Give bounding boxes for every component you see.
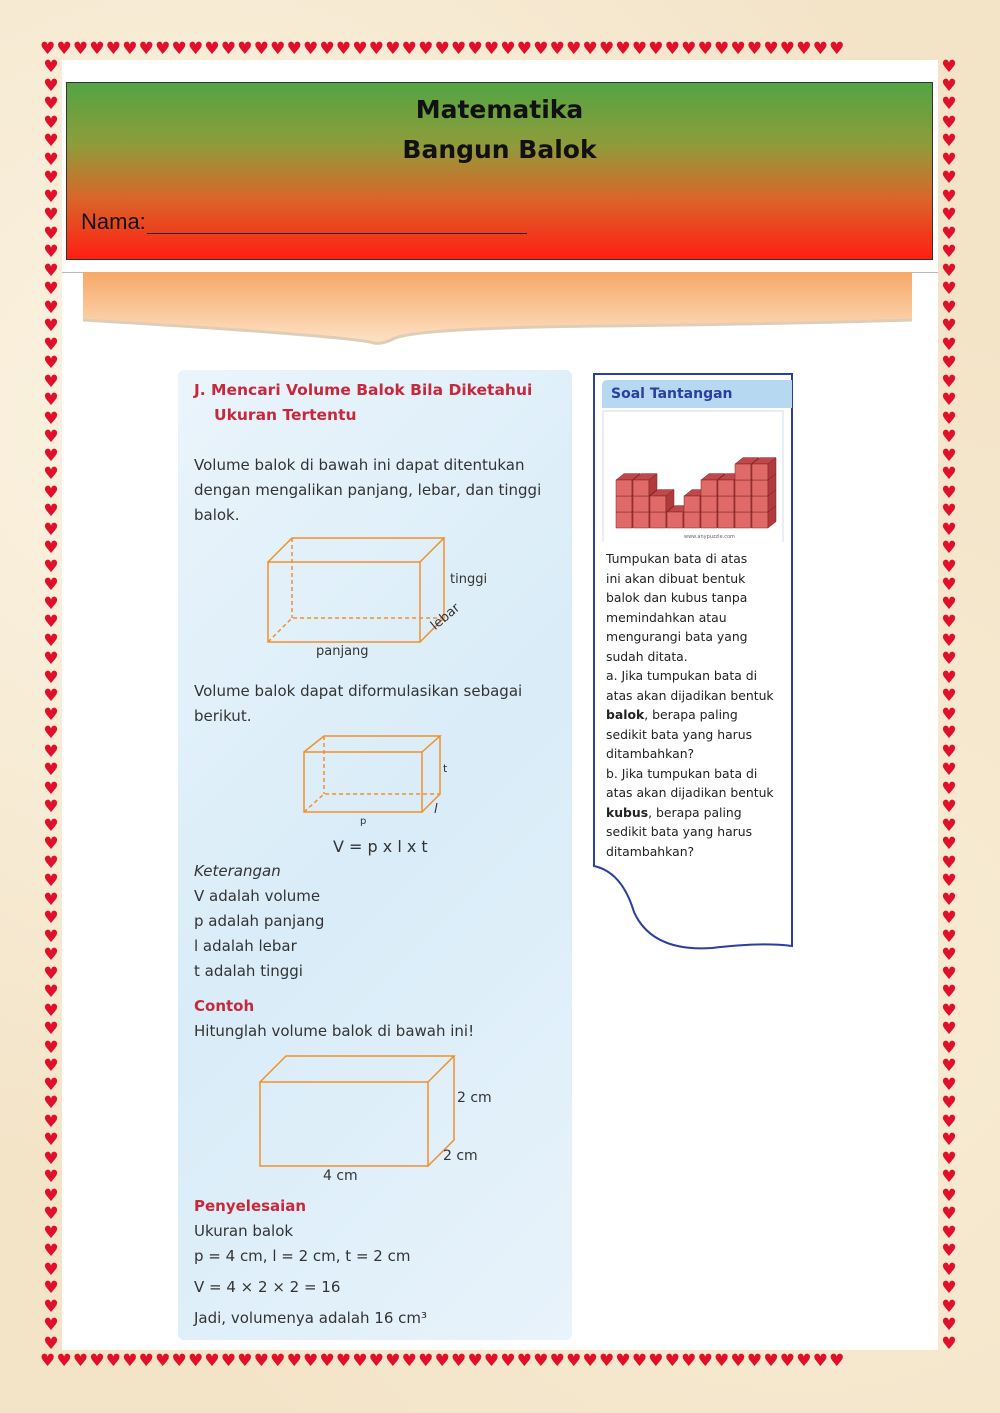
bold-word: kubus — [606, 804, 649, 820]
brick-cube — [684, 512, 700, 528]
bold-word: balok — [606, 707, 645, 722]
challenge-line: sudah ditata. — [606, 648, 688, 664]
label-tinggi: tinggi — [450, 572, 488, 587]
label-width: 2 cm — [443, 1148, 478, 1164]
brick-cube — [701, 496, 717, 512]
brick-cube — [701, 512, 717, 528]
brick-cube — [718, 512, 734, 528]
section-title: J. Mencari Volume Balok Bila Diketahui — [194, 381, 533, 399]
legend-p: p adalah panjang — [194, 912, 325, 930]
cuboid-figure-3 — [250, 1050, 460, 1170]
label-panjang: panjang — [316, 644, 369, 659]
heart-border-right: ♥ ♥ ♥ ♥ ♥ ♥ ♥ ♥ ♥ ♥ ♥ ♥ ♥ ♥ ♥ ♥ ♥ ♥ ♥ ♥ ♥ ♥ ♥ ♥ ♥ ♥ ♥ ♥ ♥ ♥ ♥ ♥ ♥ ♥ ♥ ♥ ♥ ♥ ♥ ♥ ♥ ♥ ♥ ♥ ♥ ♥ ♥ ♥ ♥ ♥ ♥ ♥ ♥ ♥ ♥ ♥ ♥ ♥ ♥ ♥ ♥ ♥ ♥ ♥ ♥ ♥ ♥ ♥ ♥ ♥ — [941, 58, 957, 1350]
challenge-line: mengurangi bata yang — [606, 629, 748, 644]
challenge-line: b. Jika tumpukan bata di — [606, 765, 758, 781]
brick-cube — [718, 496, 734, 512]
penyelesaian-heading: Penyelesaian — [194, 1197, 307, 1215]
brick-cube — [735, 464, 751, 480]
header-banner — [66, 82, 933, 260]
section-title-cont: Ukuran Tertentu — [214, 406, 357, 424]
challenge-line: sedikit bata yang harus — [606, 824, 753, 839]
subject-title: Matematika — [415, 95, 584, 124]
challenge-line: Tumpukan bata di atas — [606, 551, 748, 566]
brick-cube — [633, 480, 649, 496]
challenge-line: ini akan dibuat bentuk — [606, 570, 746, 586]
brick-cube — [616, 512, 632, 528]
brick-cube — [616, 480, 632, 496]
label-t: t — [443, 762, 448, 775]
solution-line: V = 4 × 2 × 2 = 16 — [194, 1278, 341, 1296]
challenge-line: balok dan kubus tanpa — [606, 590, 748, 605]
cuboid-figure-1 — [250, 532, 480, 652]
challenge-title: Soal Tantangan — [611, 386, 733, 402]
image-caption: www.anypuzzle.com — [684, 534, 735, 540]
formula-intro: Volume balok dapat diformulasikan sebagai — [194, 682, 523, 700]
challenge-line: ditambahkan? — [606, 746, 695, 761]
brick-cube — [718, 480, 734, 496]
challenge-line: balok, berapa paling — [606, 707, 738, 722]
solution-line: Ukuran balok — [194, 1222, 294, 1240]
challenge-line: atas akan dijadikan bentuk — [606, 687, 774, 703]
contoh-text: Hitunglah volume balok di bawah ini! — [194, 1022, 475, 1040]
solution-line: p = 4 cm, l = 2 cm, t = 2 cm — [194, 1247, 411, 1265]
heart-border-left: ♥ ♥ ♥ ♥ ♥ ♥ ♥ ♥ ♥ ♥ ♥ ♥ ♥ ♥ ♥ ♥ ♥ ♥ ♥ ♥ ♥ ♥ ♥ ♥ ♥ ♥ ♥ ♥ ♥ ♥ ♥ ♥ ♥ ♥ ♥ ♥ ♥ ♥ ♥ ♥ ♥ ♥ ♥ ♥ ♥ ♥ ♥ ♥ ♥ ♥ ♥ ♥ ♥ ♥ ♥ ♥ ♥ ♥ ♥ ♥ ♥ ♥ ♥ ♥ ♥ ♥ ♥ ♥ ♥ ♥ — [43, 58, 59, 1350]
legend-v: V adalah volume — [194, 887, 321, 905]
challenge-line: memindahkan atau — [606, 609, 727, 625]
volume-formula: V = p x l x t — [333, 837, 428, 856]
keterangan-label: Keterangan — [194, 862, 281, 880]
challenge-line: atas akan dijadikan bentuk — [606, 785, 774, 800]
challenge-line: ditambahkan? — [606, 843, 695, 859]
brick-cube — [752, 496, 768, 512]
brick-cube — [650, 512, 666, 528]
name-label: Nama: — [81, 209, 146, 234]
brick-cube — [752, 512, 768, 528]
contoh-heading: Contoh — [194, 997, 255, 1015]
brick-cube — [735, 496, 751, 512]
brick-cube — [633, 496, 649, 512]
intro-text: balok. — [194, 506, 240, 524]
label-length: 4 cm — [323, 1168, 358, 1184]
challenge-line: a. Jika tumpukan bata di — [606, 668, 758, 683]
challenge-line: sedikit bata yang harus — [606, 726, 753, 742]
brick-cube — [667, 512, 683, 528]
legend-t: t adalah tinggi — [194, 962, 303, 980]
brick-cube — [701, 480, 717, 496]
brick-cube — [752, 480, 768, 496]
intro-text: dengan mengalikan panjang, lebar, dan tinggi — [194, 481, 542, 499]
label-p: p — [360, 816, 367, 827]
legend-l: l adalah lebar — [194, 937, 297, 955]
brick-cube — [752, 464, 768, 480]
challenge-line: kubus, berapa paling — [606, 804, 742, 820]
brick-stack-image — [604, 412, 782, 542]
brick-cube — [735, 480, 751, 496]
brick-cube — [650, 496, 666, 512]
label-l: l — [434, 802, 438, 817]
topic-title: Bangun Balok — [402, 135, 597, 164]
heart-border-top: ♥♥♥♥♥♥♥♥♥♥♥♥♥♥♥♥♥♥♥♥♥♥♥♥♥♥♥♥♥♥♥♥♥♥♥♥♥♥♥♥♥♥♥♥♥♥♥♥♥ — [40, 39, 846, 59]
cuboid-figure-2 — [300, 732, 450, 820]
label-height: 2 cm — [457, 1090, 492, 1106]
orange-ribbon — [80, 272, 915, 352]
brick-cube — [735, 512, 751, 528]
brick-cube — [684, 496, 700, 512]
intro-text: Volume balok di bawah ini dapat ditentukan — [194, 456, 525, 474]
brick-cube — [616, 496, 632, 512]
brick-cube — [633, 512, 649, 528]
heart-border-bottom: ♥♥♥♥♥♥♥♥♥♥♥♥♥♥♥♥♥♥♥♥♥♥♥♥♥♥♥♥♥♥♥♥♥♥♥♥♥♥♥♥♥♥♥♥♥♥♥♥♥ — [40, 1351, 846, 1371]
name-input-line[interactable] — [147, 233, 527, 234]
solution-line: Jadi, volumenya adalah 16 cm³ — [194, 1309, 428, 1327]
formula-intro: berikut. — [194, 707, 252, 725]
label-lebar: lebar — [428, 600, 464, 634]
